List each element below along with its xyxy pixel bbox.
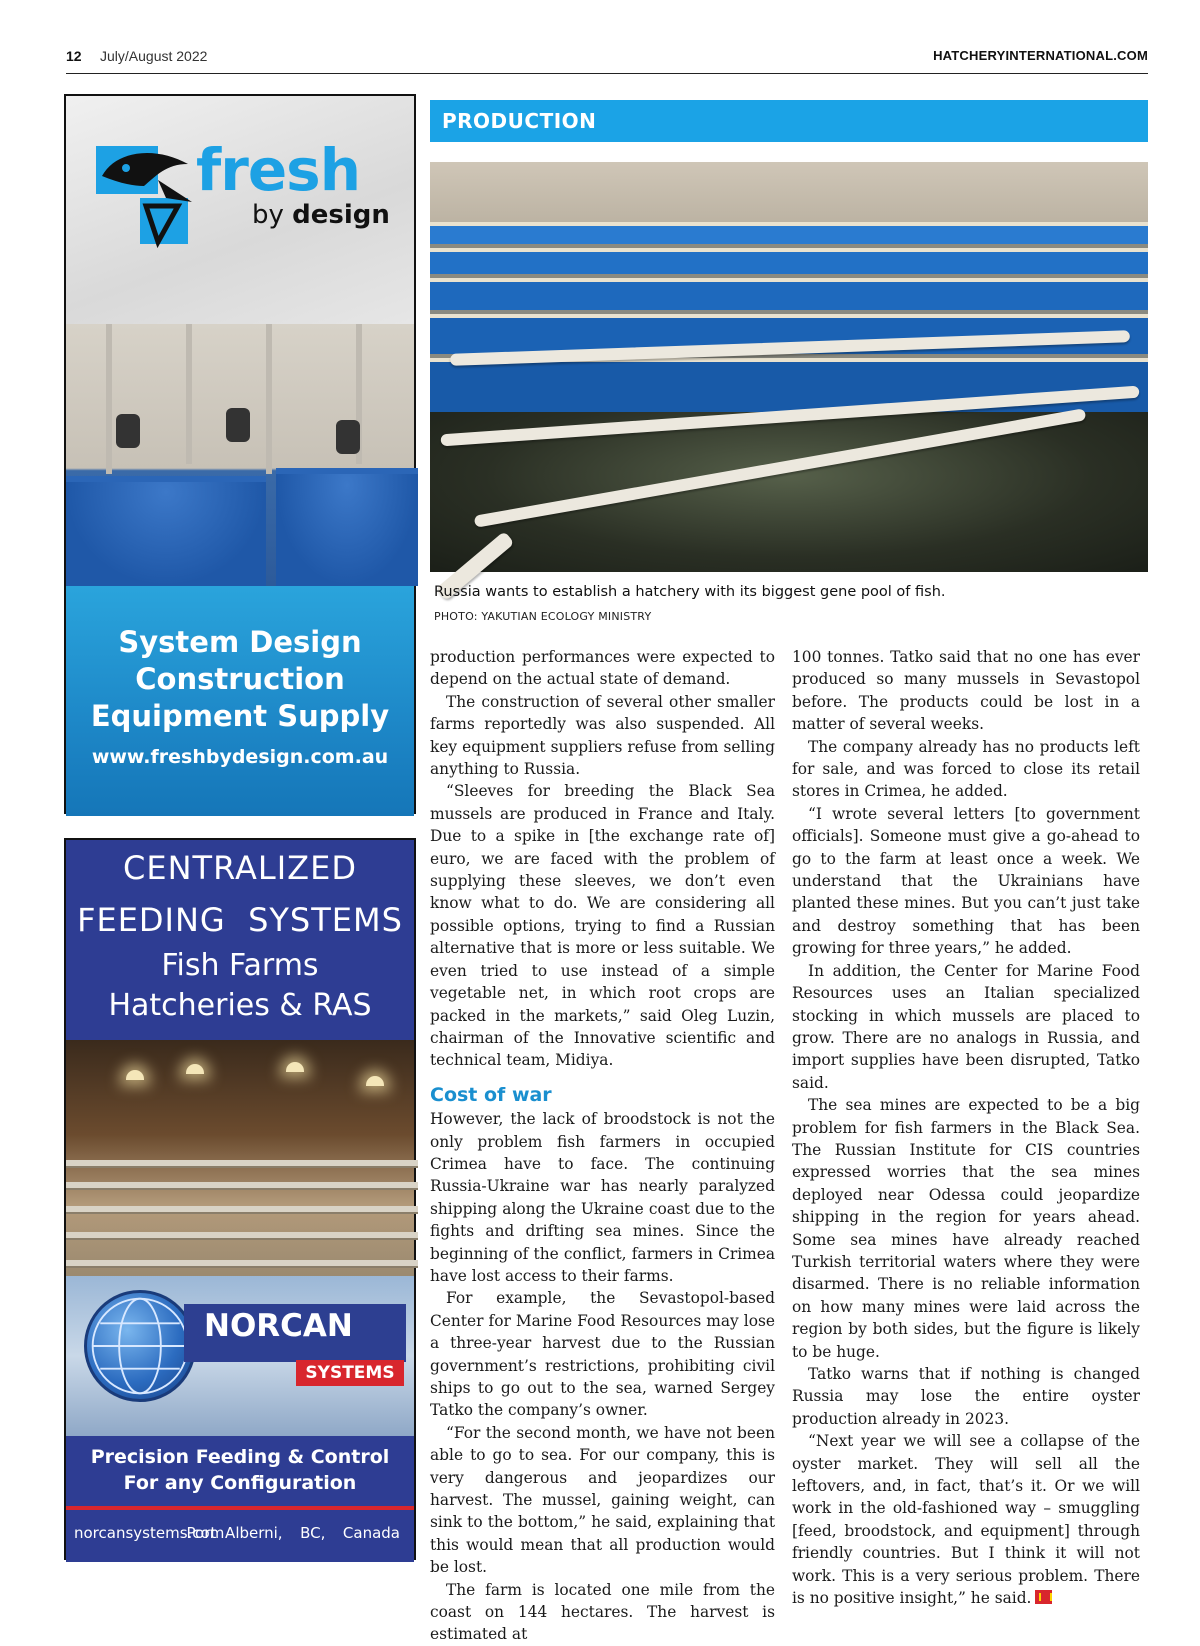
ad-logo-area bbox=[66, 96, 414, 324]
paragraph: “Sleeves for breeding the Black Sea mussels are produced in France and Italy. Due to a spike in [the exchange rate of] euro, we are faced with the problem of supplying these sleeves, we don’t even know what to do. We are considering all possible options, trying to find a Russian alternative that is more or less suitable. We even tried to use instead of a simple vegetable net, in which root crops are packed in the markets,” said Oleg Luzin, chairman of the Innovative scientific and technical team, Midiya. bbox=[430, 782, 775, 1070]
photo-credit: PHOTO: YAKUTIAN ECOLOGY MINISTRY bbox=[434, 610, 652, 623]
paragraph: The company already has no products left for sale, and was forced to close its retail stores in Crimea, he added. bbox=[792, 737, 1140, 801]
ad-services-list: System Design Construction Equipment Supply bbox=[90, 625, 390, 733]
article-column-2 bbox=[792, 646, 1140, 1609]
paragraph: “I wrote several letters [to government officials]. Someone must give a go-ahead to go to the farm at least once a week. We understand that the Ukrainians have planted these mines. But you can’t just take and destroy something that has been growing for three years,” he added. bbox=[792, 804, 1140, 958]
hi-logo-icon bbox=[1035, 1590, 1052, 1604]
ad-freshbydesign[interactable] bbox=[64, 94, 416, 814]
photo-caption: Russia wants to establish a hatchery with its biggest gene pool of fish. bbox=[434, 584, 946, 600]
ad-services-panel bbox=[66, 586, 414, 816]
ad-norcan[interactable] bbox=[64, 838, 416, 1560]
ad-url-link[interactable]: www.freshbydesign.com.au bbox=[91, 746, 389, 768]
norcan-systems-tag: SYSTEMS bbox=[296, 1360, 404, 1386]
section-label: PRODUCTION bbox=[442, 109, 597, 133]
paragraph: The construction of several other smaller farms reportedly was also suspended. All key equipment suppliers refuse from selling anything to Russia. bbox=[430, 692, 775, 779]
subheading: Cost of war bbox=[430, 1083, 552, 1106]
ad-url-link[interactable]: norcansystems.com bbox=[74, 1524, 225, 1542]
ad-footer bbox=[66, 1510, 414, 1562]
article-column-1 bbox=[430, 646, 775, 1646]
paragraph: production performances were expected to depend on the actual state of demand. bbox=[430, 648, 775, 689]
ad-norcan-logo bbox=[66, 1276, 414, 1436]
ad-headline-area bbox=[66, 840, 414, 1040]
paragraph: The farm is located one mile from the coast on 144 hectares. The harvest is estimated at bbox=[430, 1580, 775, 1644]
paragraph: Tatko warns that if nothing is changed Russia may lose the entire oyster production already in 2023. bbox=[792, 1365, 1140, 1428]
site-url[interactable]: HATCHERYINTERNATIONAL.COM bbox=[933, 48, 1148, 63]
ad-hatchery-photo bbox=[66, 1040, 414, 1276]
ad-tagline: Precision Feeding & Control For any Configuration bbox=[90, 1446, 390, 1494]
ad-headline: CENTRALIZED FEEDING SYSTEMS bbox=[77, 849, 403, 939]
issue-date: July/August 2022 bbox=[100, 48, 208, 64]
article-photo bbox=[430, 162, 1148, 572]
section-banner bbox=[430, 100, 1148, 142]
paragraph: “For the second month, we have not been able to go to sea. For our company, this is very dangerous and jeopardizes our harvest. The mussel, gaining weight, can sink to the bottom,” he said, explaining that this would mean that all production would be lost. bbox=[430, 1423, 775, 1577]
page-header bbox=[66, 44, 1148, 74]
ad-subhead: Fish Farms Hatcheries & RAS bbox=[108, 948, 372, 1023]
fish-logo-icon bbox=[96, 146, 196, 246]
paragraph: The sea mines are expected to be a big problem for fish farmers in the Black Sea. The Russian Institute for CIS countries expressed worries that the sea mines deployed near Odessa could jeopardize shipping in the region for years ahead. Some sea mines have already reached Turkish territorial waters where they were disarmed. There is no reliable information on how many mines were laid across the region by both sides, but the figure is likely to be huge. bbox=[792, 1096, 1140, 1361]
ad-location: Port Alberni, BC, Canada bbox=[186, 1524, 400, 1542]
brand-word: fresh bbox=[196, 136, 360, 204]
paragraph: In addition, the Center for Marine Food Resources uses an Italian specialized stocking in which mussels are placed to grow. There are no analogs in Russia, and import supplies have been disrupted, Tatko said. bbox=[792, 961, 1140, 1092]
paragraph: For example, the Sevastopol-based Center for Marine Food Resources may lose a three-year harvest due to the Russian government’s restrictions, prohibiting civil ships to go out to the sea, warned Sergey Tatko the company’s owner. bbox=[430, 1289, 775, 1420]
ad-tagline-band bbox=[66, 1436, 414, 1506]
norcan-brand: NORCAN bbox=[204, 1308, 353, 1344]
globe-icon bbox=[84, 1290, 196, 1402]
paragraph: However, the lack of broodstock is not the only problem fish farmers in occupied Crimea have to face. The continuing Russia-Ukraine war has nearly paralyzed shipping along the Ukraine coast due to the fights and drifting sea mines. Since the beginning of the conflict, farmers in Crimea have lost access to their farms. bbox=[430, 1110, 775, 1285]
brand-tagline: by design bbox=[252, 200, 390, 230]
ad-tank-photo bbox=[66, 324, 414, 586]
paragraph: 100 tonnes. Tatko said that no one has ever produced so many mussels in Sevastopol before. The products could be lost in a matter of several weeks. bbox=[792, 648, 1140, 734]
page-number: 12 bbox=[66, 48, 82, 64]
paragraph-last: “Next year we will see a collapse of the oyster market. They will sell all the leftovers, and, in fact, that’s it. Or we will work in the old-fashioned way – smuggling [feed, broodstock, and equipment] through friendly countries. But I think it will not work. This is a very serious problem. There is no positive insight,” he said. bbox=[792, 1432, 1140, 1608]
